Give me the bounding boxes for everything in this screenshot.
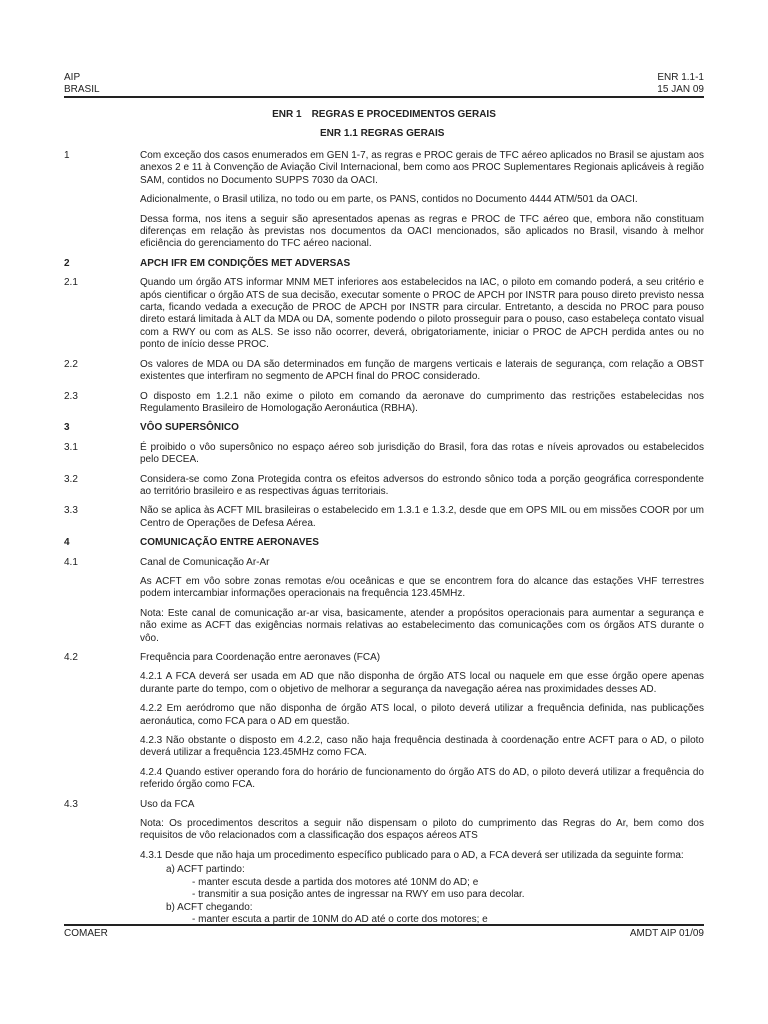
footer-amendment: AMDT AIP 01/09	[629, 928, 704, 939]
paragraph: As ACFT em vôo sobre zonas remotas e/ou oceânicas e que se encontrem fora do alcance das estações VHF terrestres podem intercambiar informações operacionais na frequência 123.45MHz.	[140, 575, 704, 600]
note: Nota: Este canal de comunicação ar-ar visa, basicamente, atender a propósitos operacionais para aumentar a segurança e não exime as ACFT das exigências normais relativas ao estabelecimento das comunicações com os órgãos ATS durante o vôo.	[140, 607, 704, 644]
section-number: 2.3	[64, 390, 78, 402]
section-number: 3.2	[64, 473, 78, 485]
header-country: BRASIL	[64, 84, 100, 95]
paragraph: 4.2.3 Não obstante o disposto em 4.2.2, caso não haja frequência destinada à coordenação entre ACFT para o AD, o piloto deverá utilizar a frequência 123.45MHz como FCA.	[140, 735, 704, 759]
header-page-ref: ENR 1.1-1	[657, 72, 704, 83]
section-3-3	[64, 505, 704, 530]
subsection-title: Uso da FCA	[140, 798, 195, 810]
section-3-2	[64, 474, 704, 499]
paragraph: É proibido o vôo supersônico no espaço aéreo sob jurisdição do Brasil, fora das rotas e níveis aprovados ou estabelecidos pelo DECEA.	[140, 441, 704, 466]
section-2-3	[64, 391, 704, 416]
list-item: - manter escuta a partir de 10NM do AD até o corte dos motores; e	[192, 913, 488, 925]
footer-divider	[64, 924, 704, 926]
paragraph: Dessa forma, nos itens a seguir são apresentados apenas as regras e PROC de TFC aéreo que, embora não constituam diferenças em relação às previstas nos documentos da OACI mencionados, são aplicados no Brasil, visando à melhor eficiência do gerenciamento do TFC aéreo nacional.	[140, 213, 704, 250]
section-number: 3.3	[64, 505, 78, 517]
list-item: - transmitir a sua posição antes de ingressar na RWY em uso para decolar.	[192, 889, 525, 901]
section-number: 4.3	[64, 798, 78, 810]
paragraph: Adicionalmente, o Brasil utiliza, no todo ou em parte, os PANS, contidos no Documento 4444 ATM/501 da OACI.	[140, 194, 638, 206]
subsection-title: Frequência para Coordenação entre aeronaves (FCA)	[140, 652, 381, 663]
header-date: 15 JAN 09	[657, 84, 704, 95]
paragraph: 4.3.1 Desde que não haja um procedimento específico publicado para o AD, a FCA deverá ser utilizada da seguinte forma:	[140, 849, 684, 861]
paragraph: 4.2.1 A FCA deverá ser usada em AD que não disponha de órgão ATS local ou naquele em que esse órgão opere apenas durante parte do tempo, com o objetivo de melhorar a segurança da navegação aérea nas proximidades desses AD.	[140, 671, 704, 695]
section-3-heading	[64, 422, 704, 434]
paragraph: 4.2.2 Em aeródromo que não disponha de órgão ATS local, o piloto deverá utilizar a frequência definida, nas publicações aeronáutica, como FCA para o AD em questão.	[140, 703, 704, 727]
paragraph: O disposto em 1.2.1 não exime o piloto em comando da aeronave do cumprimento das restrições estabelecidas nos Regulamento Brasileiro de Homologação Aeronáutica (RBHA).	[140, 390, 704, 414]
section-4-2	[64, 652, 704, 664]
section-number: 3	[64, 422, 70, 434]
section-number: 3.1	[64, 441, 78, 453]
paragraph: Quando um órgão ATS informar MNM MET inferiores aos estabelecidos na IAC, o piloto em comando poderá, a seu critério e após cientificar o órgão ATS de sua decisão, executar somente o PROC de APCH por INSTR para pouso direto previsto nessa carta, ficando vedada a execução de PROC de APCH por INSTR para circular. Entretanto, a descida no PROC para pouso direto estará limitada à ALT da MDA ou DA, somente podendo o piloto prosseguir para o pouso, caso estabeleça contato visual com a RWY ou com as ALS. Se isso não ocorrer, deverá, obrigatoriamente, iniciar o PROC de APCH perdida antes ou no ponto de início desse PROC.	[140, 277, 704, 351]
subsection-title: Canal de Comunicação Ar-Ar	[140, 556, 270, 568]
paragraph: 4.2.4 Quando estiver operando fora do horário de funcionamento do órgão ATS do AD, o piloto deverá utilizar a frequência do referido órgão como FCA.	[140, 766, 704, 791]
section-2-1	[64, 277, 704, 351]
section-number: 2	[64, 257, 70, 269]
section-heading: APCH IFR EM CONDIÇÕES MET ADVERSAS	[140, 257, 351, 269]
section-3-1	[64, 442, 704, 467]
section-number: 1	[64, 150, 70, 161]
section-4-3	[64, 799, 704, 811]
paragraph: Não se aplica às ACFT MIL brasileiras o estabelecido em 1.3.1 e 1.3.2, desde que em OPS MIL ou em missões COOR por um Centro de Operações de Defesa Aérea.	[140, 505, 704, 529]
section-heading: COMUNICAÇÃO ENTRE AERONAVES	[140, 537, 319, 549]
section-heading: VÔO SUPERSÔNICO	[140, 422, 239, 434]
section-1	[64, 150, 704, 187]
section-2-heading	[64, 258, 704, 270]
header-divider	[64, 96, 704, 98]
list-item: - manter escuta desde a partida dos motores até 10NM do AD; e	[192, 876, 479, 888]
chapter-title-text: REGRAS E PROCEDIMENTOS GERAIS	[311, 109, 496, 120]
section-number: 2.1	[64, 277, 78, 289]
header-aip: AIP	[64, 72, 81, 83]
section-4-heading	[64, 537, 704, 549]
section-number: 2.2	[64, 358, 78, 370]
section-number: 4.2	[64, 652, 78, 663]
section-number: 4.1	[64, 556, 78, 568]
chapter-number: ENR 1	[272, 109, 302, 120]
section-title-text: ENR 1.1 REGRAS GERAIS	[320, 128, 445, 139]
chapter-title	[0, 109, 768, 120]
list-item: b) ACFT chegando:	[166, 901, 253, 913]
paragraph: Os valores de MDA ou DA são determinados em função de margens verticais e laterais de segurança, com relação a OBST existentes que interfiram no segmento de APCH final do PROC considerado.	[140, 358, 704, 383]
section-4-1	[64, 557, 704, 569]
note: Nota: Os procedimentos descritos a seguir não dispensam o piloto do cumprimento das Regras do Ar, bem como dos requisitos de vôo relacionados com a classificação dos espaços aéreos ATS	[140, 818, 704, 842]
paragraph: Com exceção dos casos enumerados em GEN 1-7, as regras e PROC gerais de TFC aéreo aplicados no Brasil se ajustam aos anexos 2 e 11 à Convenção de Aviação Civil Internacional, bem como aos PROC Suplementares Regionais aplicáveis à região SAM, contidos no Documento SUPPS 7030 da OACI.	[140, 150, 704, 186]
footer-publisher: COMAER	[64, 928, 108, 939]
section-2-2	[64, 359, 704, 384]
header-left	[64, 72, 100, 96]
paragraph: Considera-se como Zona Protegida contra os efeitos adversos do estrondo sônico toda a porção geográfica correspondente ao território brasileiro e as respectivas águas territoriais.	[140, 473, 704, 497]
list-item: a) ACFT partindo:	[166, 864, 245, 876]
section-number: 4	[64, 537, 70, 549]
document-body	[64, 150, 704, 926]
header-right	[657, 72, 704, 96]
